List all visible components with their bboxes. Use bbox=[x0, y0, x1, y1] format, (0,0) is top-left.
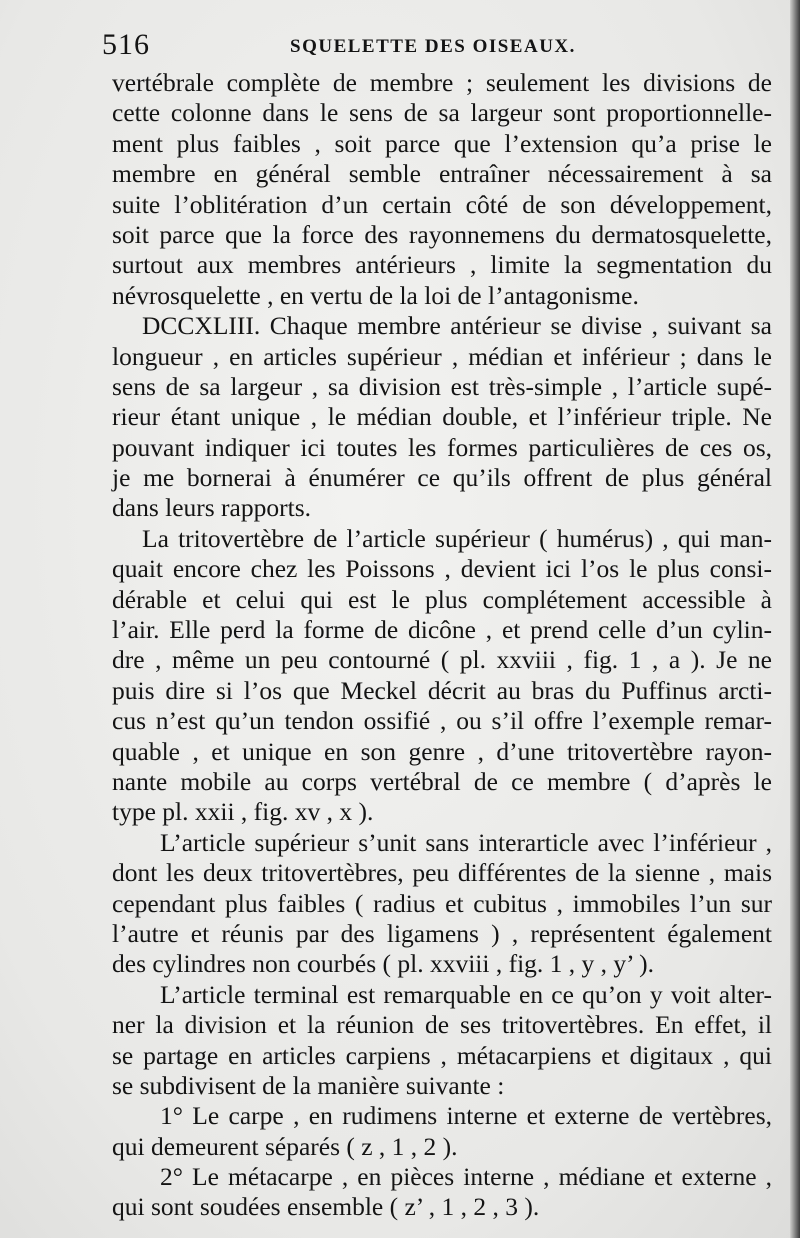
paragraph-start-line: DCCXLIII. Chaque membre antérieur se divise , suivant sa bbox=[142, 311, 772, 341]
text-line: nante mobile au corps vertébral de ce membre ( d’après le bbox=[112, 766, 772, 796]
text-line: rieur étant unique , le médian double, et l’inférieur triple. Ne bbox=[112, 402, 772, 432]
text-line: qui sont soudées ensemble ( z’ , 1 , 2 , 3 ). bbox=[112, 1192, 540, 1222]
text-line: longueur , en articles supérieur , médian et inférieur ; dans le bbox=[112, 341, 772, 371]
paragraph-start-line: La tritovertèbre de l’article supérieur ( humérus) , qui man- bbox=[142, 523, 772, 553]
text-line: quait encore chez les Poissons , devient ici l’os le plus consi- bbox=[112, 554, 772, 584]
list-item-line: 2° Le métacarpe , en pièces interne , médiane et externe , bbox=[160, 1162, 772, 1192]
body-text bbox=[112, 68, 772, 1223]
text-line: puis dire si l’os que Meckel décrit au bras du Puffinus arcti- bbox=[112, 675, 772, 705]
text-line: qui demeurent séparés ( z , 1 , 2 ). bbox=[112, 1131, 458, 1161]
text-line: type pl. xxii , fig. xv , x ). bbox=[112, 797, 374, 827]
text-line: dans leurs rapports. bbox=[112, 493, 311, 523]
text-line: des cylindres non courbés ( pl. xxviii , fig. 1 , y , y’ ). bbox=[112, 949, 655, 979]
text-line: l’air. Elle perd la forme de dicône , et prend celle d’un cylin- bbox=[112, 615, 772, 645]
text-line: dont les deux tritovertèbres, peu différentes de la sienne , mais bbox=[112, 858, 772, 888]
text-line: membre en général semble entraîner nécessairement à sa bbox=[112, 159, 772, 189]
text-line: se subdivisent de la manière suivante : bbox=[112, 1070, 505, 1100]
text-line: je me bornerai à énumérer ce qu’ils offrent de plus général bbox=[112, 463, 772, 493]
paragraph-start-line: L’article terminal est remarquable en ce qu’on y voit alter- bbox=[160, 979, 772, 1009]
page-gutter-shadow bbox=[790, 0, 800, 1238]
running-head: SQUELETTE DES OISEAUX. bbox=[290, 36, 576, 57]
page-header bbox=[102, 28, 622, 68]
page-number: 516 bbox=[102, 28, 150, 61]
text-line: dérable et celui qui est le plus complétement accessible à bbox=[112, 584, 772, 614]
text-line: soit parce que la force des rayonnemens du dermatosquelette, bbox=[112, 219, 772, 249]
text-line: vertébrale complète de membre ; seulement les divisions de bbox=[112, 68, 772, 97]
text-line: névrosquelette , en vertu de la loi de l’antagonisme. bbox=[112, 280, 639, 310]
text-line: pouvant indiquer ici toutes les formes particulières de ces os, bbox=[112, 432, 772, 462]
text-line: cette colonne dans le sens de sa largeur sont proportionnelle- bbox=[112, 98, 772, 128]
text-line: l’autre et réunis par des ligamens ) , représentent également bbox=[112, 918, 772, 948]
text-line: dre , même un peu contourné ( pl. xxviii , fig. 1 , a ). Je ne bbox=[112, 645, 772, 675]
text-line: sens de sa largeur , sa division est très-simple , l’article supé- bbox=[112, 371, 772, 401]
text-line: quable , et unique en son genre , d’une tritovertèbre rayon- bbox=[112, 736, 772, 766]
text-line: cependant plus faibles ( radius et cubitus , immobiles l’un sur bbox=[112, 888, 772, 918]
text-line: surtout aux membres antérieurs , limite la segmentation du bbox=[112, 250, 772, 280]
list-item-line: 1° Le carpe , en rudimens interne et externe de vertèbres, bbox=[160, 1101, 772, 1131]
text-line: cus n’est qu’un tendon ossifié , ou s’il offre l’exemple remar- bbox=[112, 706, 772, 736]
text-line: suite l’oblitération d’un certain côté de son développement, bbox=[112, 189, 772, 219]
text-line: ner la division et la réunion de ses tritovertèbres. En effet, il bbox=[112, 1010, 772, 1040]
paragraph-start-line: L’article supérieur s’unit sans interarticle avec l’inférieur , bbox=[160, 827, 772, 857]
text-line: se partage en articles carpiens , métacarpiens et digitaux , qui bbox=[112, 1040, 772, 1070]
text-line: ment plus faibles , soit parce que l’extension qu’a prise le bbox=[112, 128, 772, 158]
